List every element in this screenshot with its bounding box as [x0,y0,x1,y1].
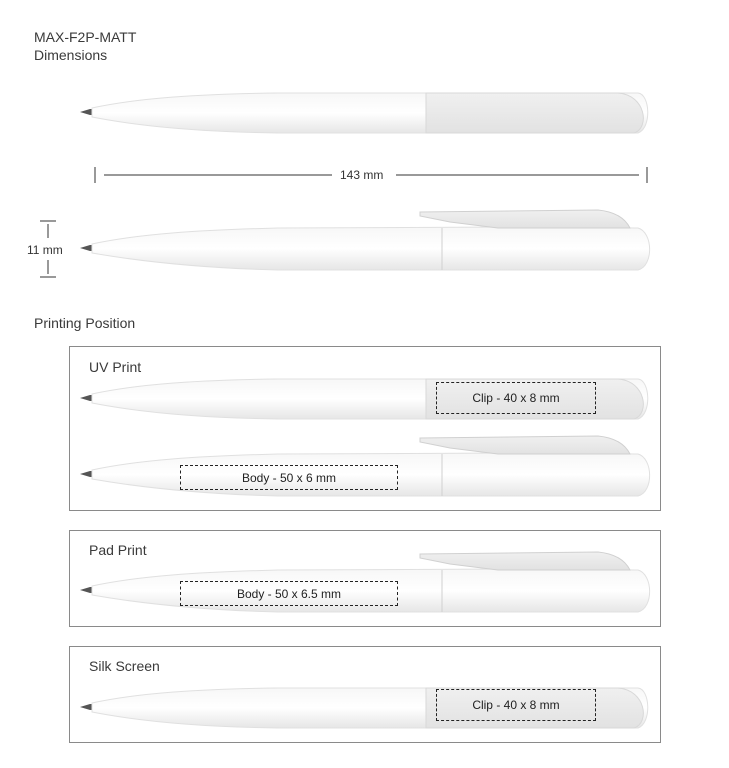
pad-print-title: Pad Print [89,542,147,558]
printing-heading: Printing Position [34,315,136,331]
pen-side-view [78,206,658,276]
model-title: MAX-F2P-MATT [34,29,137,45]
pen-top-view [78,88,658,138]
uv-print-title: UV Print [89,359,142,375]
silk-clip-print-area: Clip - 40 x 8 mm [436,689,596,721]
length-label: 143 mm [340,168,384,182]
uv-body-print-area: Body - 50 x 6 mm [180,465,398,490]
uv-clip-print-area: Clip - 40 x 8 mm [436,382,596,414]
pad-body-print-area: Body - 50 x 6.5 mm [180,581,398,606]
height-label: 11 mm [27,243,63,257]
dimensions-subtitle: Dimensions [34,47,108,63]
silk-screen-title: Silk Screen [89,658,160,674]
